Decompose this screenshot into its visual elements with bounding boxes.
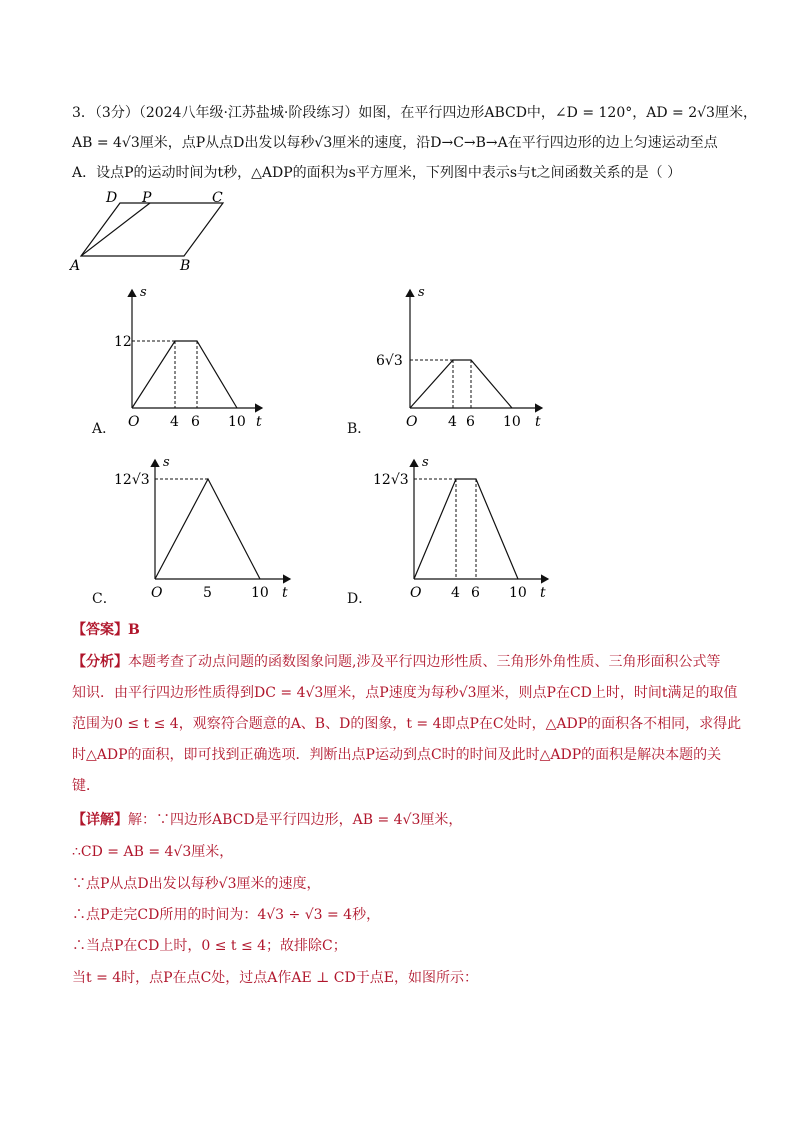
graph-line [155, 479, 260, 579]
ymax-label: 12√3 [373, 472, 409, 488]
t-label: t [540, 585, 546, 601]
ymax-label: 6√3 [376, 353, 403, 369]
detail-line-2: ∴CD = AB = 4√3厘米， [72, 844, 234, 860]
analysis-tag: 【分析】 [72, 654, 128, 670]
origin-label: O [151, 585, 163, 601]
tick-label: 6 [191, 414, 200, 430]
question-line-3: A．设点P的运动时间为t秒，△ADP的面积为s平方厘米，下列图中表示s与t之间函数关系的是（ ） [72, 165, 682, 181]
graph-line [410, 360, 512, 408]
option-d-graph[interactable] [370, 452, 560, 602]
tick-label: 4 [451, 585, 460, 601]
label-c: C [212, 190, 223, 206]
analysis-line-5: 键． [72, 778, 100, 794]
s-label: s [163, 455, 170, 470]
analysis-line-3: 范围为0 ≤ t ≤ 4，观察符合题意的A、B、D的图象，t = 4即点P在C处时，△ADP的面积各不相同，求得此 [72, 716, 742, 732]
option-b-letter: B． [347, 421, 372, 437]
detail-line-4: ∴点P走完CD所用的时间为：4√3 ÷ √3 = 4秒， [72, 907, 381, 923]
analysis-line-2: 知识．由平行四边形性质得到DC = 4√3厘米，点P速度为每秒√3厘米，则点P在CD上时，时间t满足的取值 [72, 685, 738, 701]
origin-label: O [406, 414, 418, 430]
option-b-graph[interactable] [370, 282, 550, 432]
t-label: t [256, 414, 262, 430]
detail-line-3: ∵点P从点D出发以每秒√3厘米的速度， [72, 876, 321, 892]
ymax-label: 12 [114, 334, 132, 350]
answer-tag: 【答案】 [72, 622, 128, 638]
detail-line-1 [72, 810, 462, 830]
parallelogram-abcd [81, 203, 223, 256]
tick-label: 10 [503, 414, 521, 430]
t-label: t [282, 585, 288, 601]
option-c-graph[interactable] [110, 452, 300, 602]
tick-label: 6 [466, 414, 475, 430]
label-p: P [142, 190, 152, 206]
label-b: B [180, 258, 191, 274]
option-c-letter: C． [92, 591, 117, 607]
tick-label: 4 [170, 414, 179, 430]
question-line-2: AB = 4√3厘米，点P从点D出发以每秒√3厘米的速度，沿D→C→B→A在平行四边形的边上匀速运动至点 [72, 135, 718, 151]
tick-label: 10 [509, 585, 527, 601]
s-label: s [140, 285, 147, 300]
tick-label: 10 [228, 414, 246, 430]
option-d-letter: D． [347, 591, 373, 607]
detail-line-6: 当t = 4时，点P在点C处，过点A作AE ⊥ CD于点E，如图所示： [72, 970, 478, 986]
tick-label: 6 [471, 585, 480, 601]
s-label: s [422, 455, 429, 470]
detail-tag: 【详解】 [72, 812, 128, 828]
s-label: s [418, 285, 425, 300]
answer-value: B [128, 622, 140, 638]
analysis-text-1: 本题考查了动点问题的函数图象问题,涉及平行四边形性质、三角形外角性质、三角形面积公式等 [128, 654, 721, 670]
tick-label: 10 [251, 585, 269, 601]
label-a: A [70, 258, 81, 274]
graph-line [132, 341, 237, 408]
detail-text-1: 解：∵四边形ABCD是平行四边形，AB = 4√3厘米， [128, 812, 463, 828]
analysis-line-1 [72, 652, 720, 672]
parallelogram-figure [66, 188, 236, 274]
graph-line [414, 479, 518, 579]
t-label: t [535, 414, 541, 430]
origin-label: O [410, 585, 422, 601]
tick-label: 5 [203, 585, 212, 601]
ymax-label: 12√3 [114, 472, 150, 488]
question-line-1: 3．（3分）（2024八年级·江苏盐城·阶段练习）如图，在平行四边形ABCD中，∠D = 120°，AD = 2√3厘米， [72, 105, 757, 121]
tick-label: 4 [448, 414, 457, 430]
option-a-graph[interactable] [110, 282, 270, 432]
origin-label: O [128, 414, 140, 430]
answer-line [72, 620, 140, 640]
option-a-letter: A． [92, 421, 117, 437]
analysis-line-4: 时△ADP的面积，即可找到正确选项．判断出点P运动到点C时的时间及此时△ADP的面积是解决本题的关 [72, 747, 722, 763]
label-d: D [106, 190, 118, 206]
segment-ap [81, 203, 150, 256]
detail-line-5: ∴当点P在CD上时，0 ≤ t ≤ 4；故排除C； [72, 938, 347, 954]
